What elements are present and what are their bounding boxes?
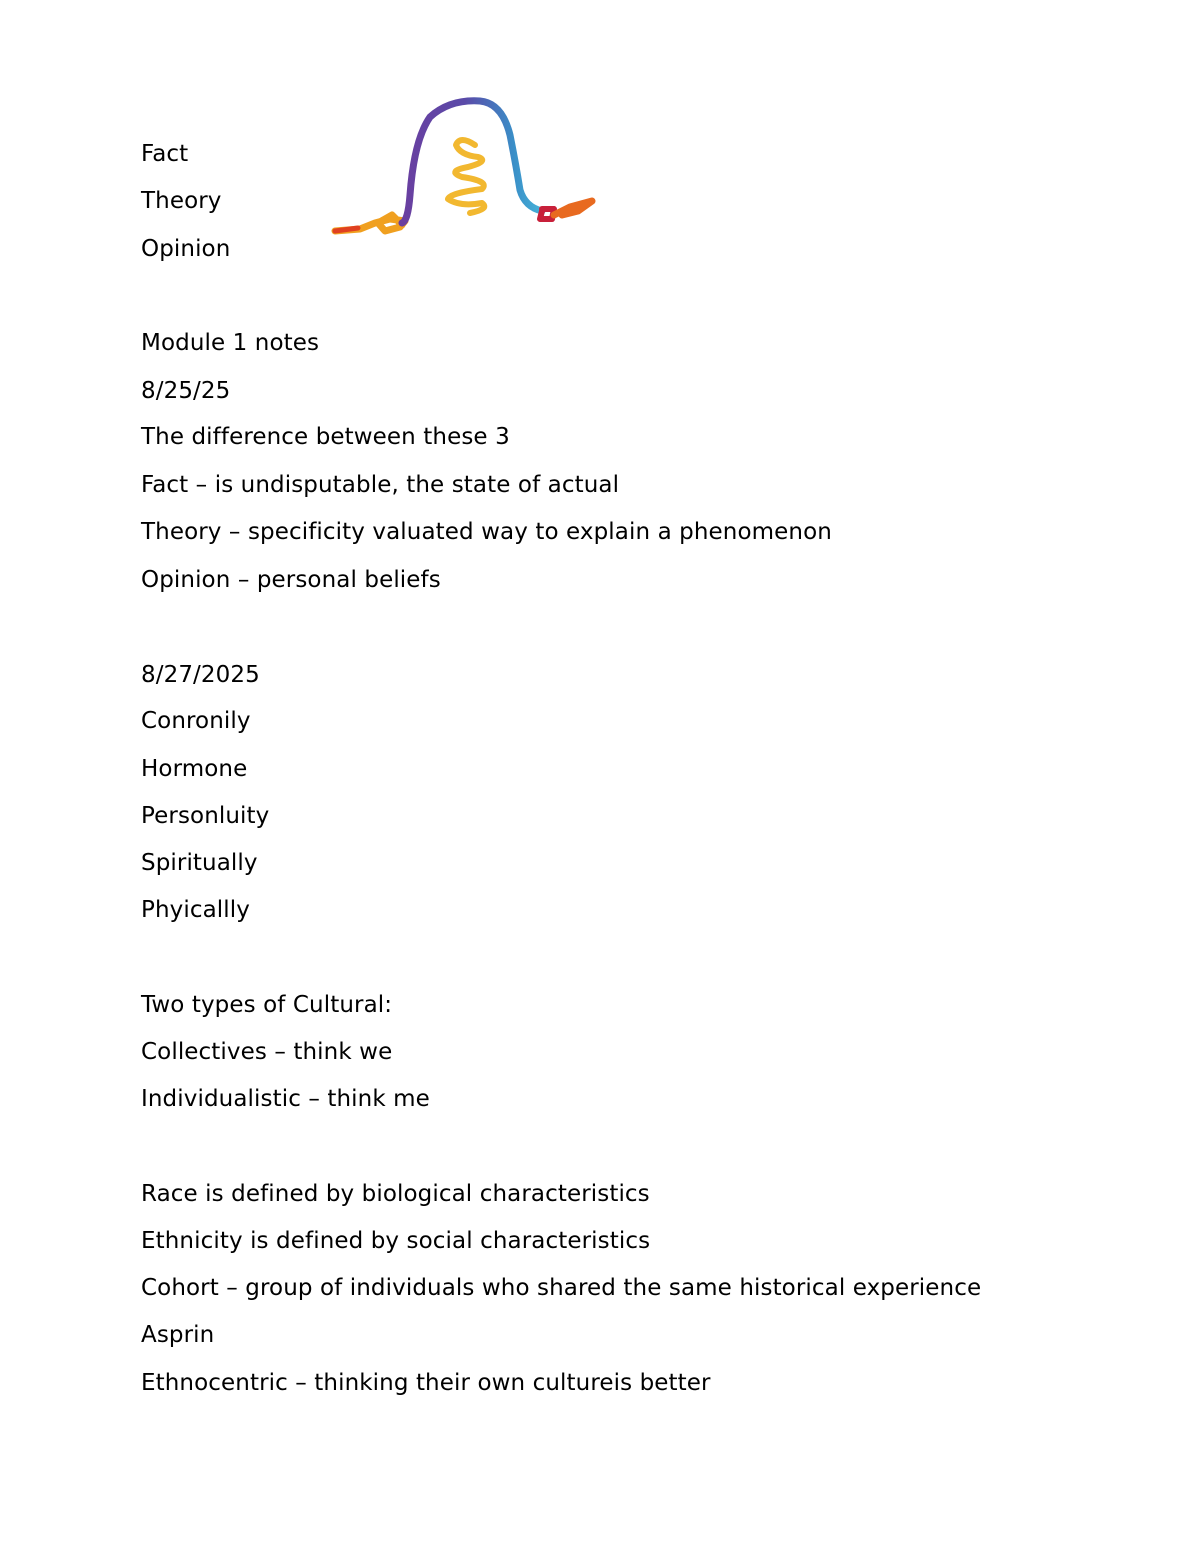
text-line-fact: Fact: [141, 141, 189, 167]
definition-cohort: Cohort – group of individuals who shared the same historical experience: [141, 1275, 982, 1301]
doodle-spring: [448, 140, 484, 213]
definition-ethnicity: Ethnicity is defined by social characteristics: [141, 1228, 651, 1254]
list-item: Spiritually: [141, 850, 258, 876]
date-line: 8/27/2025: [141, 662, 260, 688]
list-item: Conronily: [141, 708, 251, 734]
text-line: The difference between these 3: [141, 424, 510, 450]
definition-race: Race is defined by biological characteristics: [141, 1181, 650, 1207]
definition-ethnocentric: Ethnocentric – thinking their own cultureis better: [141, 1370, 711, 1396]
bell-curve-doodle: [330, 95, 600, 240]
text-line-theory: Theory: [141, 188, 222, 214]
module-title: Module 1 notes: [141, 330, 320, 356]
list-item: Personluity: [141, 803, 270, 829]
definition-fact: Fact – is undisputable, the state of actual: [141, 472, 620, 498]
list-item: Hormone: [141, 756, 248, 782]
list-item: Phyicallly: [141, 897, 250, 923]
list-item: Asprin: [141, 1322, 215, 1348]
date-line: 8/25/25: [141, 378, 231, 404]
section-heading-culture: Two types of Cultural:: [141, 992, 393, 1018]
definition-collectives: Collectives – think we: [141, 1039, 393, 1065]
definition-opinion: Opinion – personal beliefs: [141, 567, 441, 593]
definition-theory: Theory – specificity valuated way to explain a phenomenon: [141, 519, 832, 545]
text-line-opinion: Opinion: [141, 236, 231, 262]
doodle-left-tail-red: [335, 228, 358, 231]
doodle-right-tail: [554, 201, 592, 215]
definition-individualistic: Individualistic – think me: [141, 1086, 430, 1112]
